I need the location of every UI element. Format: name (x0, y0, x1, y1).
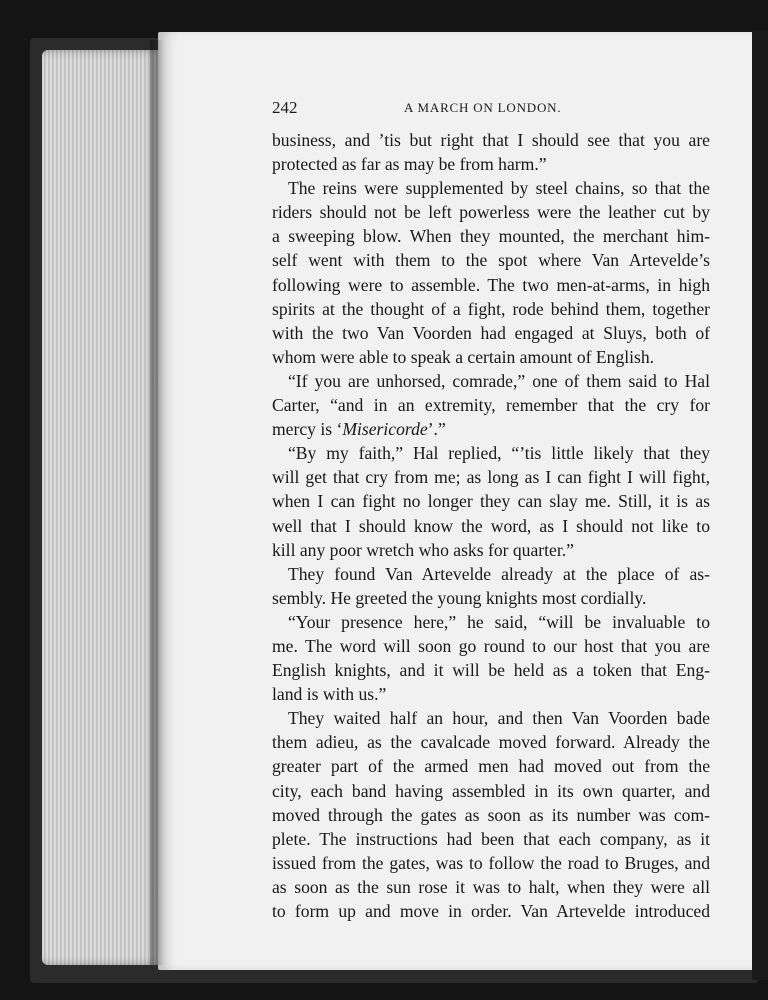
body-text (272, 128, 710, 923)
line-text: kill any poor wretch who asks for quarter.” (272, 539, 574, 560)
line-text: issued from the gates, was to follow the road to Bruges, and (272, 852, 710, 873)
text-line (272, 803, 710, 827)
line-text: self went with them to the spot where Van Artevelde’s (272, 250, 710, 271)
line-text: well that I should know the word, as I should not like to (272, 515, 710, 536)
page-edges (42, 50, 160, 965)
text-line (272, 875, 710, 899)
line-text: when I can fight no longer they can slay me. Still, it is as (272, 491, 710, 512)
line-text: to form up and move in order. Van Artevelde introduced (272, 901, 710, 921)
running-head: A MARCH ON LONDON. (404, 100, 562, 115)
text-line (272, 417, 710, 441)
line-text: whom were able to speak a certain amount of English. (272, 346, 655, 367)
line-text: riders should not be left powerless were the leather cut by (272, 202, 710, 223)
text-line (272, 514, 710, 538)
text-line (272, 369, 710, 393)
text-line (272, 273, 710, 297)
line-text: “By my faith,” Hal replied, “’tis little likely that they (288, 443, 710, 464)
text-line (272, 730, 710, 754)
text-line (272, 682, 710, 706)
line-text: city, each band having assembled in its own quarter, and (272, 780, 710, 801)
background-edge (752, 30, 768, 980)
line-text: them adieu, as the cavalcade moved forward. Already the (272, 732, 710, 753)
text-line (272, 297, 710, 321)
page-number: 242 (272, 98, 298, 117)
line-text: The reins were supplemented by steel chains, so that the (288, 178, 710, 199)
text-line (272, 658, 710, 682)
line-text: me. The word will soon go round to our host that you are (272, 635, 710, 656)
text-line (272, 610, 710, 634)
line-text: “Your presence here,” he said, “will be invaluable to (288, 611, 710, 632)
text-line (272, 489, 710, 513)
text-line (272, 851, 710, 875)
line-text-after: ’.” (427, 419, 446, 440)
text-line (272, 899, 710, 923)
text-line (272, 248, 710, 272)
text-line (272, 754, 710, 778)
text-line (272, 128, 710, 152)
line-text: business, and ’tis but right that I should see that you are (272, 130, 710, 150)
gutter-shadow (150, 40, 164, 965)
line-text: following were to assemble. The two men-at-arms, in high (272, 274, 710, 295)
text-line (272, 586, 710, 610)
line-text: land is with us.” (272, 684, 387, 705)
line-text: will get that cry from me; as long as I can fight I will fight, (272, 467, 710, 488)
line-text: plete. The instructions had been that each company, as it (272, 828, 710, 849)
text-line (272, 321, 710, 345)
line-text: They found Van Artevelde already at the place of as- (288, 563, 710, 584)
line-text: mercy is ‘ (272, 419, 343, 440)
line-text: greater part of the armed men had moved out from the (272, 756, 710, 777)
text-line (272, 779, 710, 803)
line-text: sembly. He greeted the young knights most cordially. (272, 587, 647, 608)
text-line (272, 562, 710, 586)
text-line (272, 224, 710, 248)
line-text: with the two Van Voorden had engaged at Sluys, both of (272, 322, 710, 343)
text-line (272, 176, 710, 200)
line-text: a sweeping blow. When they mounted, the merchant him- (272, 226, 710, 247)
text-line (272, 634, 710, 658)
text-line (272, 465, 710, 489)
italic-word: Misericorde (342, 419, 428, 440)
line-text: “If you are unhorsed, comrade,” one of them said to Hal (288, 370, 710, 391)
text-line (272, 706, 710, 730)
line-text: English knights, and it will be held as a token that Eng- (272, 660, 710, 681)
text-line (272, 827, 710, 851)
line-text: protected as far as may be from harm.” (272, 154, 547, 175)
line-text: They waited half an hour, and then Van Voorden bade (288, 708, 710, 729)
text-line (272, 152, 710, 176)
text-line (272, 200, 710, 224)
line-text: spirits at the thought of a fight, rode behind them, together (272, 298, 710, 319)
line-text: Carter, “and in an extremity, remember that the cry for (272, 395, 710, 416)
text-line (272, 441, 710, 465)
text-line (272, 393, 710, 417)
line-text: moved through the gates as soon as its number was com- (272, 804, 710, 825)
text-line (272, 345, 710, 369)
line-text: as soon as the sun rose it was to halt, when they were all (272, 876, 710, 897)
text-line (272, 538, 710, 562)
page-header (272, 98, 708, 120)
